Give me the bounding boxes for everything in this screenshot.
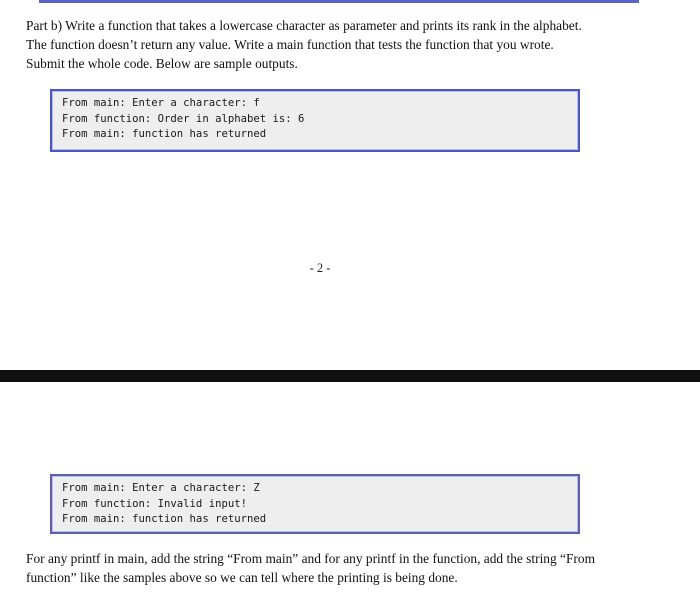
text-line: For any printf in main, add the string “From main” and for any printf in the function, add the string “From [26,551,595,566]
code-line: From main: Enter a character: f [62,97,260,109]
sample-output-box-2 [50,474,580,534]
code-line: From main: Enter a character: Z [62,482,260,494]
text-line: Part b) Write a function that takes a lowercase character as parameter and prints its rank in the alphabet. [26,18,582,33]
code-line: From main: function has returned [62,128,267,140]
printf-instructions [26,549,666,587]
page-number: - 2 - [309,261,331,275]
text-line: Submit the whole code. Below are sample outputs. [26,56,298,71]
sample-output-box-1 [50,89,580,152]
code-line: From function: Invalid input! [62,497,247,510]
top-divider [39,0,639,3]
text-line: function” like the samples above so we can tell where the printing is being done. [26,570,458,585]
page-break-bar [0,370,700,382]
code-line: From function: Order in alphabet is: 6 [62,112,305,125]
code-line: From main: function has returned [62,513,267,525]
part-b-question [26,16,666,73]
text-line: The function doesn’t return any value. Write a main function that tests the function that you wrote. [26,37,554,52]
